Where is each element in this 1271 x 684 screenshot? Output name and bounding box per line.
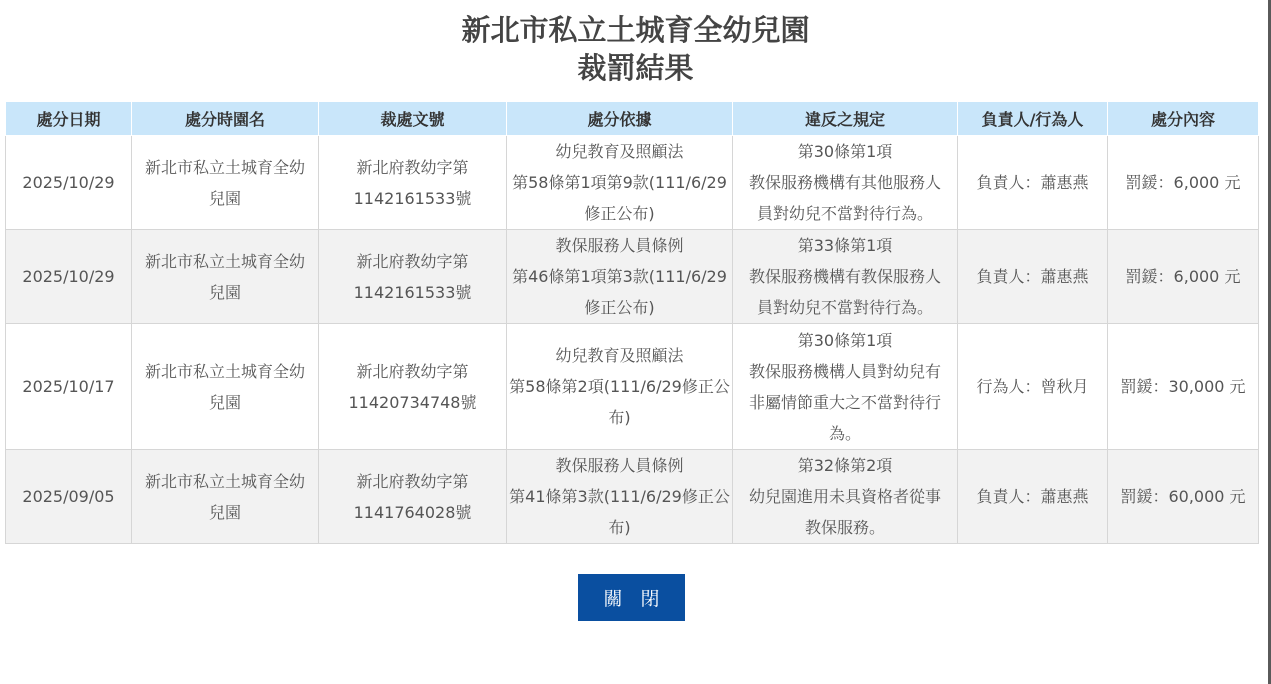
- cell-doc-no: [319, 136, 507, 230]
- cell-doc-no: [319, 324, 507, 450]
- column-header-basis: 處分依據: [507, 102, 733, 136]
- cell-line: 教保服務機構人員對幼兒有: [748, 361, 941, 381]
- cell-line: 兒園: [208, 502, 241, 522]
- cell-school: [132, 230, 319, 324]
- cell-violation: [733, 450, 958, 544]
- cell-line: 員對幼兒不當對待行為。: [756, 204, 933, 223]
- page-title: 新北市私立土城育全幼兒園: [461, 13, 810, 47]
- cell-line: 第33條第1項: [797, 236, 893, 255]
- cell-line: 1141764028號: [353, 502, 472, 522]
- table-row: [6, 136, 1259, 230]
- cell-line: 兒園: [208, 188, 241, 208]
- table-header-row: [6, 102, 1259, 136]
- cell-school: [132, 136, 319, 230]
- cell-line: 幼兒園進用未具資格者從事: [748, 487, 941, 506]
- cell-person: 負責人：蕭惠燕: [958, 230, 1108, 324]
- cell-line: 新北市私立土城育全幼: [144, 471, 305, 491]
- cell-line: 教保服務。: [804, 518, 885, 537]
- cell-basis: [507, 450, 733, 544]
- cell-violation: [733, 136, 958, 230]
- close-button[interactable]: 關閉: [578, 574, 685, 621]
- cell-line: 兒園: [208, 392, 241, 412]
- cell-line: 第46條第1項第3款(111/6/29: [512, 267, 727, 286]
- cell-penalty: 罰鍰：6,000 元: [1108, 230, 1259, 324]
- cell-line: 為。: [828, 423, 861, 443]
- cell-line: 第41條第3款(111/6/29修正公: [509, 487, 730, 506]
- cell-line: 第58條第1項第9款(111/6/29: [512, 173, 727, 192]
- column-header-doc-no: 裁處文號: [319, 102, 507, 136]
- cell-basis: [507, 230, 733, 324]
- cell-line: 新北府教幼字第: [356, 157, 469, 177]
- column-header-person: 負責人/行為人: [958, 102, 1108, 136]
- cell-line: 非屬情節重大之不當對待行: [748, 392, 941, 412]
- cell-doc-no: [319, 450, 507, 544]
- cell-line: 教保服務人員條例: [555, 456, 684, 475]
- cell-line: 1142161533號: [353, 188, 472, 208]
- cell-line: 幼兒教育及照顧法: [555, 346, 684, 365]
- column-header-date: 處分日期: [6, 102, 132, 136]
- cell-line: 第30條第1項: [797, 330, 893, 350]
- table-row: [6, 450, 1259, 544]
- cell-date: 2025/09/05: [6, 450, 132, 544]
- cell-school: [132, 324, 319, 450]
- cell-date: 2025/10/29: [6, 136, 132, 230]
- column-header-school: 處分時園名: [132, 102, 319, 136]
- cell-person: 負責人：蕭惠燕: [958, 450, 1108, 544]
- cell-penalty: 罰鍰：60,000 元: [1108, 450, 1259, 544]
- cell-doc-no: [319, 230, 507, 324]
- cell-line: 第30條第1項: [797, 142, 893, 161]
- cell-line: 新北市私立土城育全幼: [144, 157, 305, 177]
- cell-date: 2025/10/17: [6, 324, 132, 450]
- cell-line: 新北市私立土城育全幼: [144, 251, 305, 271]
- cell-basis: [507, 324, 733, 450]
- column-header-penalty: 處分內容: [1108, 102, 1259, 136]
- cell-person: 行為人：曾秋月: [958, 324, 1108, 450]
- cell-line: 布): [608, 518, 631, 537]
- cell-person: 負責人：蕭惠燕: [958, 136, 1108, 230]
- cell-line: 修正公布): [584, 298, 655, 317]
- cell-penalty: 罰鍰：6,000 元: [1108, 136, 1259, 230]
- cell-line: 教保服務機構有教保服務人: [748, 267, 941, 286]
- column-header-violation: 違反之規定: [733, 102, 958, 136]
- cell-line: 第58條第2項(111/6/29修正公: [509, 377, 730, 396]
- cell-line: 1142161533號: [353, 282, 472, 302]
- cell-line: 教保服務機構有其他服務人: [748, 173, 941, 192]
- cell-line: 兒園: [208, 282, 241, 302]
- cell-line: 修正公布): [584, 204, 655, 223]
- page-subtitle: 裁罰結果: [577, 51, 694, 85]
- cell-violation: [733, 324, 958, 450]
- cell-line: 員對幼兒不當對待行為。: [756, 298, 933, 317]
- cell-school: [132, 450, 319, 544]
- cell-line: 第32條第2項: [797, 456, 893, 475]
- cell-line: 新北市私立土城育全幼: [144, 361, 305, 381]
- cell-violation: [733, 230, 958, 324]
- cell-line: 布): [608, 408, 631, 427]
- cell-line: 新北府教幼字第: [356, 471, 469, 491]
- cell-date: 2025/10/29: [6, 230, 132, 324]
- cell-line: 11420734748號: [348, 392, 477, 412]
- penalty-table: [5, 101, 1259, 544]
- cell-line: 新北府教幼字第: [356, 361, 469, 381]
- table-row: [6, 324, 1259, 450]
- cell-line: 教保服務人員條例: [555, 236, 684, 255]
- cell-line: 新北府教幼字第: [356, 251, 469, 271]
- cell-line: 幼兒教育及照顧法: [555, 142, 684, 161]
- table-row: [6, 230, 1259, 324]
- cell-penalty: 罰鍰：30,000 元: [1108, 324, 1259, 450]
- cell-basis: [507, 136, 733, 230]
